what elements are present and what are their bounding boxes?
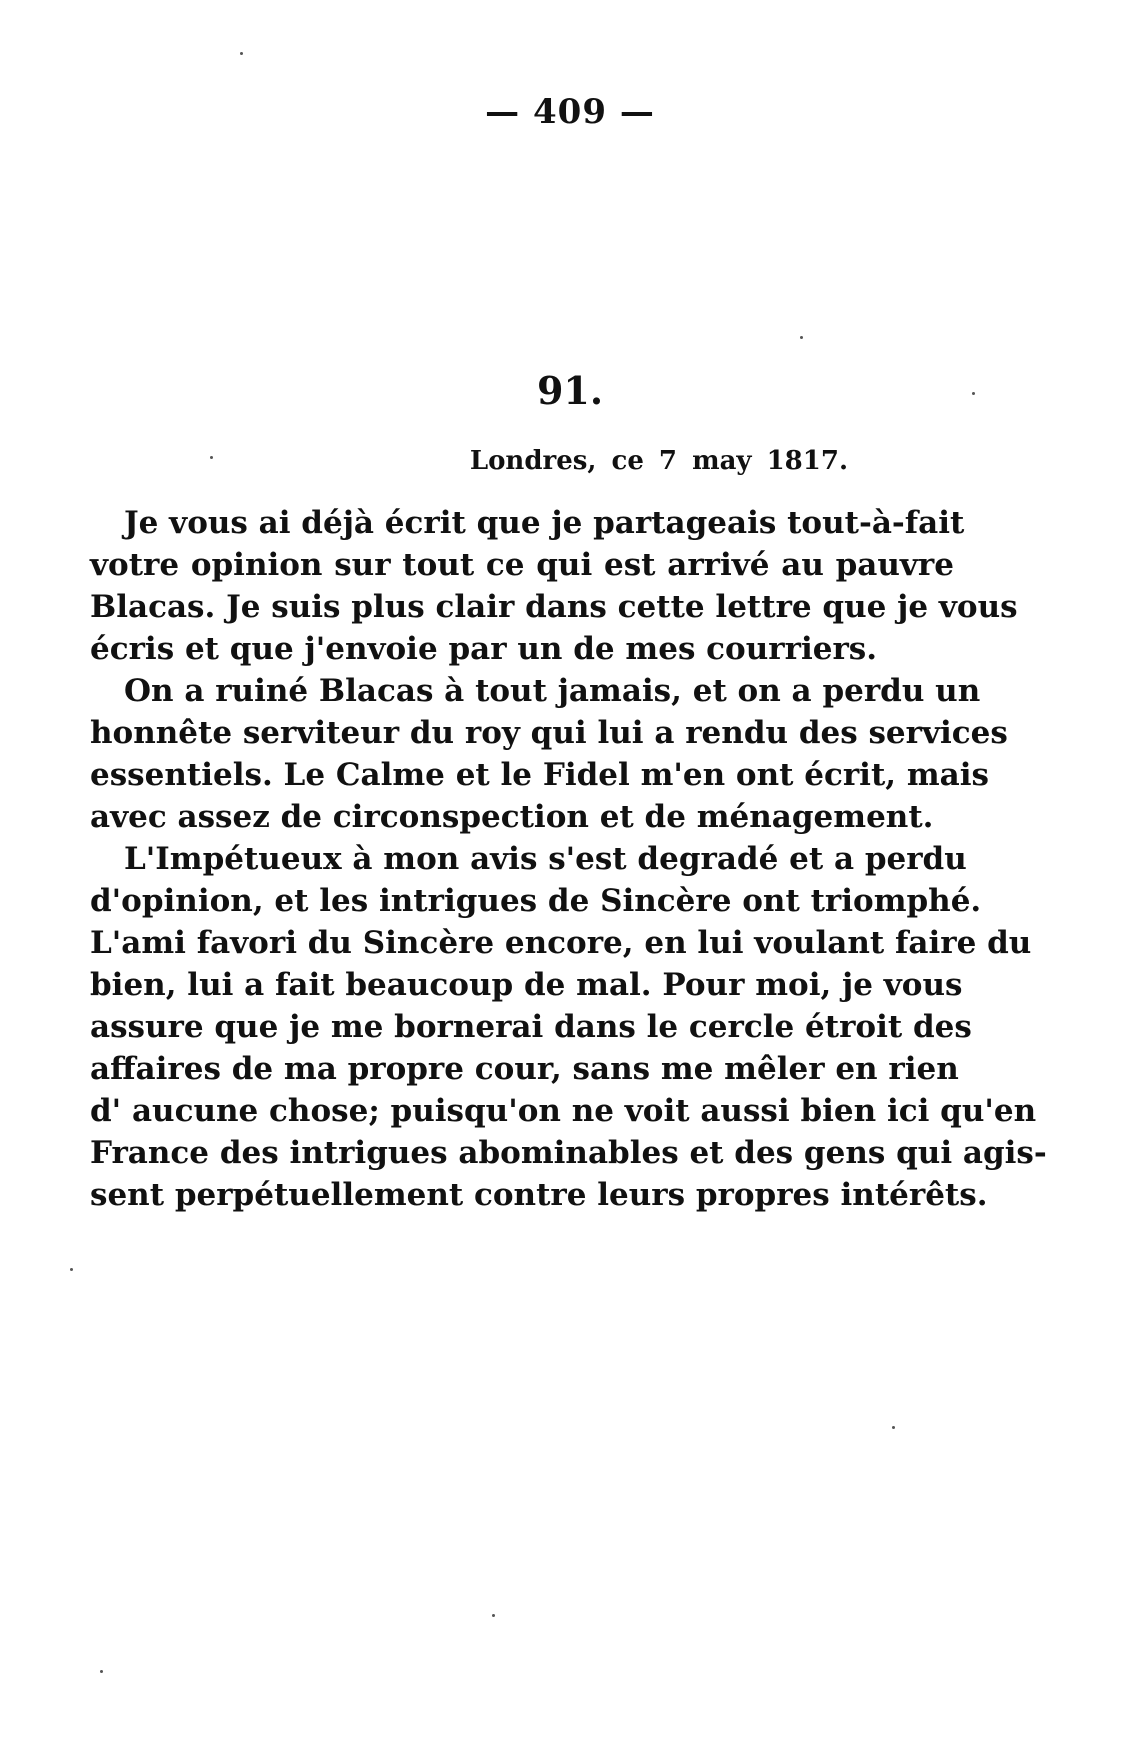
text-line-1: Je vous ai déjà écrit que je partageais tout-à-fait bbox=[124, 505, 965, 541]
text-line-7: essentiels. Le Calme et le Fidel m'en ont écrit, mais bbox=[90, 757, 989, 793]
scan-speck bbox=[800, 336, 803, 339]
text-line-5: On a ruiné Blacas à tout jamais, et on a perdu un bbox=[124, 673, 981, 709]
text-line-15: d' aucune chose; puisqu'on ne voit aussi bien ici qu'en bbox=[90, 1093, 1037, 1129]
text-line-10: d'opinion, et les intrigues de Sincère ont triomphé. bbox=[90, 883, 982, 919]
text-line-14: affaires de ma propre cour, sans me mêler en rien bbox=[90, 1051, 959, 1087]
text-line-3: Blacas. Je suis plus clair dans cette lettre que je vous bbox=[90, 589, 1018, 625]
letter-number: 91. bbox=[536, 368, 604, 413]
text-line-17: sent perpétuellement contre leurs propres intérêts. bbox=[90, 1177, 988, 1213]
scan-speck bbox=[972, 392, 975, 395]
text-line-6: honnête serviteur du roy qui lui a rendu des services bbox=[90, 715, 1008, 751]
scan-speck bbox=[70, 1268, 73, 1271]
scan-speck bbox=[892, 1426, 895, 1429]
scan-speck bbox=[100, 1670, 103, 1673]
letter-body bbox=[90, 502, 1047, 1216]
text-line-11: L'ami favori du Sincère encore, en lui voulant faire du bbox=[90, 925, 1032, 961]
page-number: — 409 — bbox=[485, 92, 655, 132]
text-line-4: écris et que j'envoie par un de mes courriers. bbox=[90, 631, 878, 667]
dateline: Londres, ce 7 may 1817. bbox=[469, 446, 848, 476]
scan-speck bbox=[240, 52, 243, 55]
text-line-2: votre opinion sur tout ce qui est arrivé au pauvre bbox=[90, 547, 954, 583]
text-line-16: France des intrigues abominables et des gens qui agis- bbox=[90, 1135, 1047, 1171]
text-line-9: L'Impétueux à mon avis s'est degradé et a perdu bbox=[124, 841, 967, 877]
scan-speck bbox=[492, 1614, 495, 1617]
text-line-12: bien, lui a fait beaucoup de mal. Pour moi, je vous bbox=[90, 967, 963, 1003]
text-line-8: avec assez de circonspection et de ménagement. bbox=[90, 799, 934, 835]
text-line-13: assure que je me bornerai dans le cercle étroit des bbox=[90, 1009, 972, 1045]
scan-speck bbox=[210, 456, 213, 459]
